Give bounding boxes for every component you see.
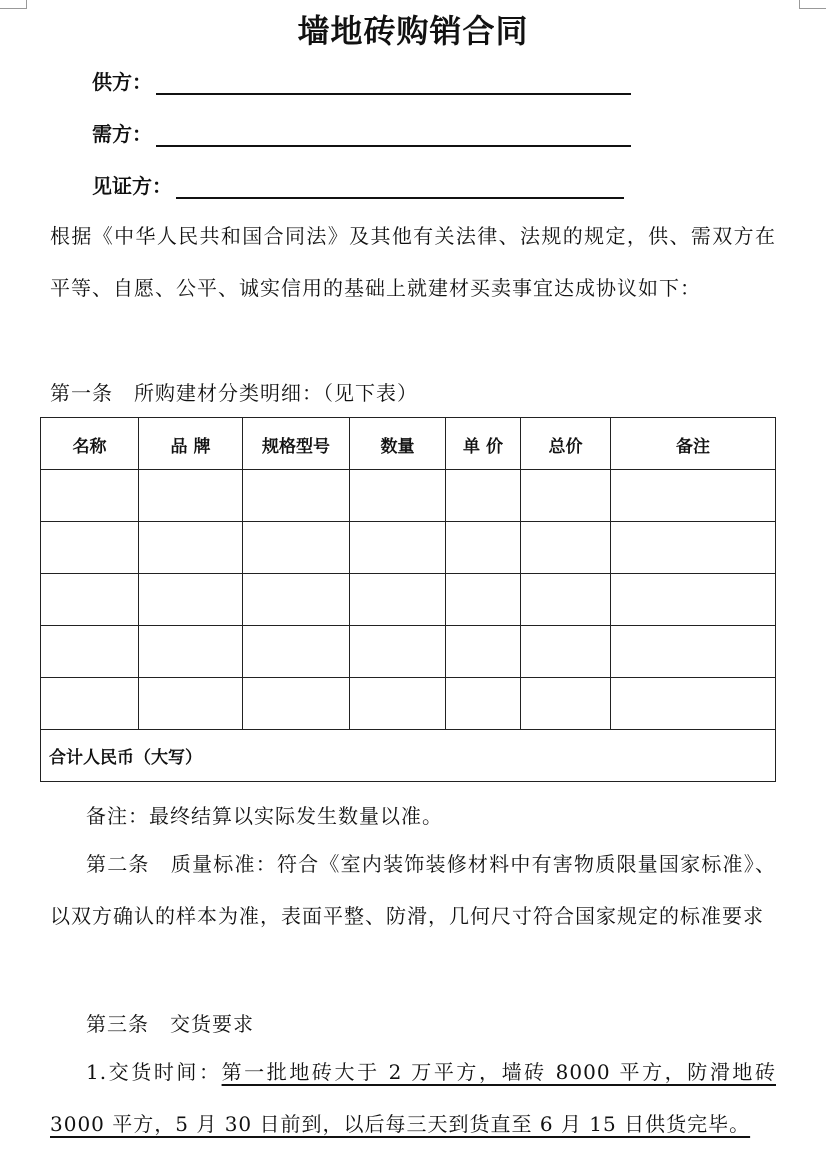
table-cell[interactable] [446, 470, 521, 522]
table-row [41, 522, 776, 574]
table-cell[interactable] [350, 470, 446, 522]
table-cell[interactable] [521, 574, 611, 626]
table-cell[interactable] [139, 574, 243, 626]
supplier-label: 供方： [92, 70, 152, 94]
table-header-row [41, 418, 776, 470]
buyer-label: 需方： [92, 122, 152, 146]
col-header-remarks: 备注 [611, 418, 776, 470]
article-2-paragraph: 第二条 质量标准：符合《室内装饰装修材料中有害物质限量国家标准》、以双方确认的样本为准，表面平整、防滑，几何尺寸符合国家规定的标准要求 [50, 852, 776, 928]
table-cell[interactable] [41, 678, 139, 730]
table-cell[interactable] [521, 470, 611, 522]
table-cell[interactable] [611, 470, 776, 522]
table-cell[interactable] [521, 626, 611, 678]
buyer-blank-line[interactable] [156, 121, 631, 147]
table-cell[interactable] [446, 678, 521, 730]
delivery-time-label: 1.交货时间： [86, 1060, 222, 1084]
table-cell[interactable] [243, 678, 350, 730]
materials-table [40, 417, 776, 782]
table-row [41, 470, 776, 522]
table-cell[interactable] [611, 522, 776, 574]
total-rmb-label[interactable]: 合计人民币（大写） [41, 730, 776, 782]
table-cell[interactable] [41, 574, 139, 626]
table-cell[interactable] [139, 626, 243, 678]
supplier-blank-line[interactable] [156, 69, 631, 95]
table-cell[interactable] [41, 522, 139, 574]
intro-paragraph: 根据《中华人民共和国合同法》及其他有关法律、法规的规定，供、需双方在平等、自愿、公平、诚实信用的基础上就建材买卖事宜达成协议如下： [50, 224, 776, 300]
table-cell[interactable] [243, 626, 350, 678]
witness-field [92, 170, 624, 199]
table-cell[interactable] [446, 522, 521, 574]
col-header-brand: 品 牌 [139, 418, 243, 470]
note-line: 备注：最终结算以实际发生数量以准。 [86, 804, 443, 828]
table-cell[interactable] [243, 470, 350, 522]
table-cell[interactable] [139, 522, 243, 574]
table-cell[interactable] [243, 522, 350, 574]
table-cell[interactable] [521, 522, 611, 574]
col-header-name: 名称 [41, 418, 139, 470]
table-cell[interactable] [41, 626, 139, 678]
witness-blank-line[interactable] [176, 173, 624, 199]
table-cell[interactable] [139, 678, 243, 730]
table-cell[interactable] [350, 522, 446, 574]
col-header-total: 总价 [521, 418, 611, 470]
table-cell[interactable] [139, 470, 243, 522]
article-1-heading: 第一条 所购建材分类明细：（见下表） [50, 381, 418, 405]
delivery-time-paragraph [50, 1046, 776, 1150]
table-cell[interactable] [350, 626, 446, 678]
table-row [41, 574, 776, 626]
table-total-row [41, 730, 776, 782]
col-header-quantity: 数量 [350, 418, 446, 470]
buyer-field [92, 118, 631, 147]
article-3-heading: 第三条 交货要求 [86, 1012, 254, 1036]
col-header-spec: 规格型号 [243, 418, 350, 470]
table-cell[interactable] [350, 678, 446, 730]
table-cell[interactable] [446, 574, 521, 626]
table-cell[interactable] [521, 678, 611, 730]
table-cell[interactable] [41, 470, 139, 522]
contract-title: 墙地砖购销合同 [297, 12, 529, 50]
supplier-field [92, 66, 631, 95]
col-header-unit-price: 单 价 [446, 418, 521, 470]
table-row [41, 678, 776, 730]
delivery-time-detail: 第一批地砖大于 2 万平方，墙砖 8000 平方，防滑地砖3000 平方，5 月 30 日前到，以后每三天到货直至 6 月 15 日供货完毕。 [50, 1060, 776, 1136]
table-cell[interactable] [611, 626, 776, 678]
table-cell[interactable] [611, 678, 776, 730]
table-cell[interactable] [350, 574, 446, 626]
table-cell[interactable] [243, 574, 350, 626]
table-row [41, 626, 776, 678]
witness-label: 见证方： [92, 174, 172, 198]
table-cell[interactable] [611, 574, 776, 626]
table-cell[interactable] [446, 626, 521, 678]
